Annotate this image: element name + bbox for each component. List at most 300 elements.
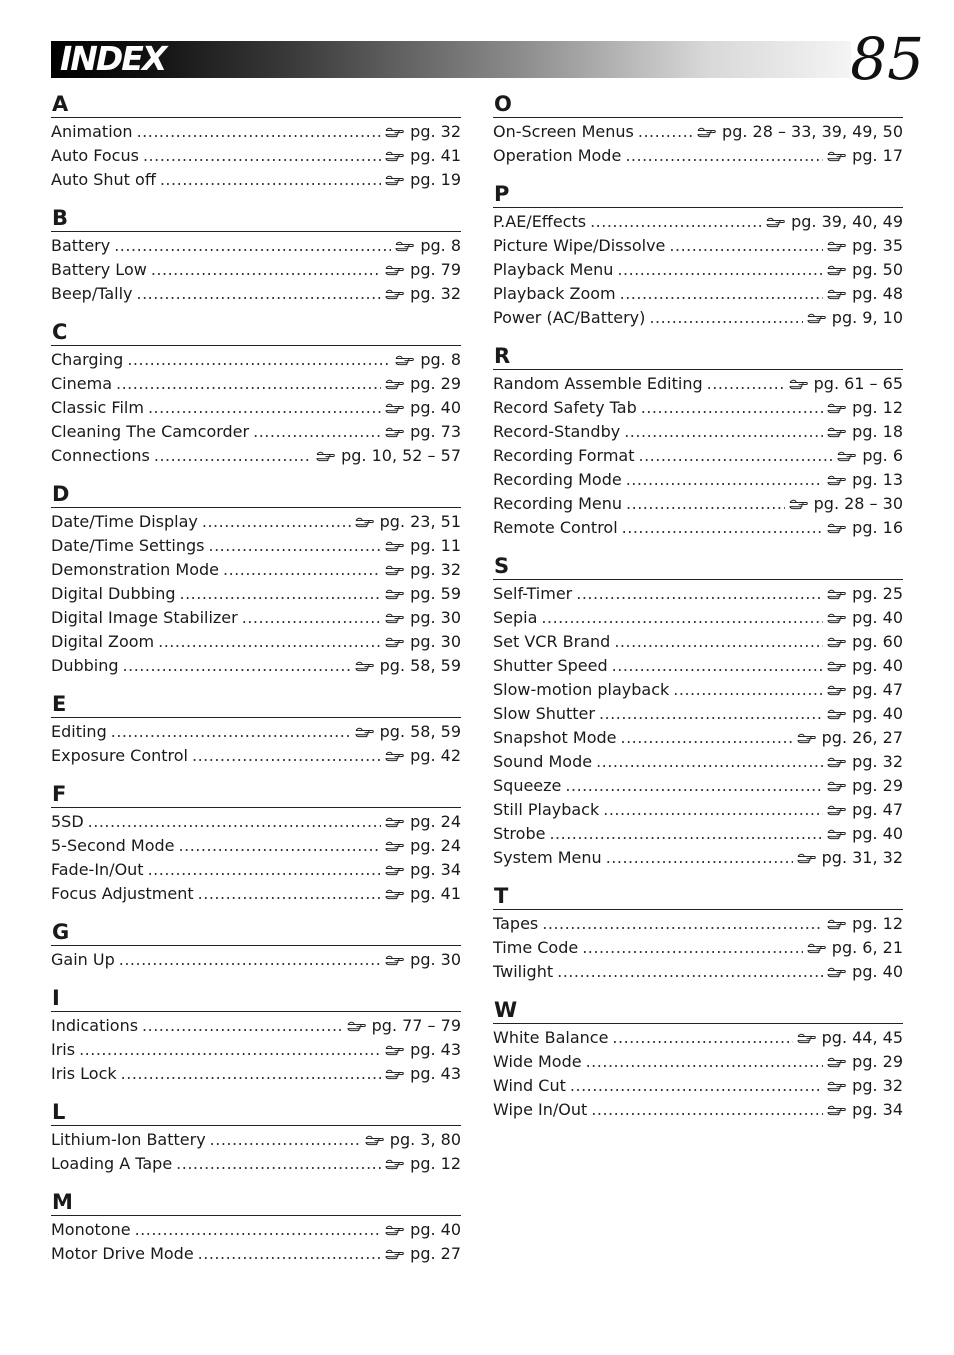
index-entry (493, 912, 903, 936)
entry-page-reference (797, 726, 903, 750)
page-reference-text: pg. 29 (410, 374, 461, 393)
dot-leader (622, 516, 824, 540)
entry-list (51, 1012, 461, 1086)
index-entry (493, 750, 903, 774)
pointing-hand-icon (827, 240, 846, 252)
index-entry (51, 1242, 461, 1266)
index-entry (493, 630, 903, 654)
pointing-hand-icon (697, 126, 716, 138)
pointing-hand-icon (385, 1044, 404, 1056)
dot-leader (596, 750, 823, 774)
index-entry (51, 396, 461, 420)
dot-leader (154, 444, 312, 468)
entry-page-reference (385, 1152, 461, 1176)
page-reference-text: pg. 28 – 33, 39, 49, 50 (722, 122, 903, 141)
dot-leader (707, 372, 785, 396)
dot-leader (586, 1050, 824, 1074)
dot-leader (599, 702, 823, 726)
page-reference-text: pg. 29 (852, 776, 903, 795)
pointing-hand-icon (385, 1248, 404, 1260)
index-entry (51, 810, 461, 834)
index-section-a (51, 93, 461, 192)
entry-term: 5-Second Mode (51, 836, 175, 855)
entry-page-reference (395, 234, 461, 258)
pointing-hand-icon (385, 150, 404, 162)
entry-list (493, 208, 903, 330)
index-entry (493, 234, 903, 258)
entry-term: Cinema (51, 374, 112, 393)
dot-leader (582, 936, 803, 960)
page-reference-text: pg. 32 (852, 752, 903, 771)
entry-page-reference (385, 882, 461, 906)
index-entry (493, 258, 903, 282)
entry-list (51, 1216, 461, 1266)
pointing-hand-icon (385, 840, 404, 852)
entry-term: Fade-In/Out (51, 860, 144, 879)
pointing-hand-icon (827, 828, 846, 840)
dot-leader (223, 558, 381, 582)
page-reference-text: pg. 32 (410, 284, 461, 303)
page-reference-text: pg. 23, 51 (379, 512, 461, 531)
index-section-t (493, 885, 903, 984)
page-reference-text: pg. 26, 27 (821, 728, 903, 747)
entry-page-reference (827, 396, 903, 420)
entry-term: Sound Mode (493, 752, 593, 771)
section-letter: C (51, 321, 461, 346)
index-entry (51, 948, 461, 972)
index-entry (51, 558, 461, 582)
section-letter: I (51, 987, 461, 1012)
index-entry (51, 348, 461, 372)
page-reference-text: pg. 50 (852, 260, 903, 279)
page-reference-text: pg. 32 (410, 560, 461, 579)
entry-term: Record-Standby (493, 422, 621, 441)
entry-term: Digital Dubbing (51, 584, 176, 603)
entry-term: Battery (51, 236, 111, 255)
entry-page-reference (355, 654, 461, 678)
entry-term: Iris Lock (51, 1064, 117, 1083)
entry-term: Strobe (493, 824, 546, 843)
dot-leader (137, 282, 382, 306)
entry-page-reference (385, 258, 461, 282)
index-section-b (51, 207, 461, 306)
index-entry (493, 846, 903, 870)
index-entry (51, 1152, 461, 1176)
entry-page-reference (797, 1026, 903, 1050)
dot-leader (565, 774, 823, 798)
index-entry (51, 1218, 461, 1242)
dot-leader (88, 810, 382, 834)
index-section-l (51, 1101, 461, 1176)
pointing-hand-icon (355, 726, 374, 738)
pointing-hand-icon (385, 1158, 404, 1170)
page-reference-text: pg. 11 (410, 536, 461, 555)
entry-page-reference (837, 444, 903, 468)
dot-leader (210, 1128, 361, 1152)
entry-term: Lithium-Ion Battery (51, 1130, 206, 1149)
dot-leader (570, 1074, 823, 1098)
index-entry (51, 1128, 461, 1152)
dot-leader (111, 720, 351, 744)
entry-page-reference (789, 492, 903, 516)
entry-term: Date/Time Settings (51, 536, 205, 555)
entry-page-reference (385, 948, 461, 972)
page-reference-text: pg. 73 (410, 422, 461, 441)
dot-leader (603, 798, 823, 822)
page-reference-text: pg. 79 (410, 260, 461, 279)
index-entry (51, 720, 461, 744)
pointing-hand-icon (395, 354, 414, 366)
page-reference-text: pg. 12 (852, 914, 903, 933)
entry-term: Playback Menu (493, 260, 614, 279)
page-reference-text: pg. 47 (852, 800, 903, 819)
dot-leader (121, 1062, 382, 1086)
page-reference-text: pg. 8 (420, 350, 461, 369)
pointing-hand-icon (385, 378, 404, 390)
dot-leader (202, 510, 351, 534)
index-entry (493, 936, 903, 960)
page-reference-text: pg. 30 (410, 608, 461, 627)
index-entry (51, 444, 461, 468)
dot-leader (557, 960, 823, 984)
dot-leader (625, 144, 823, 168)
index-section-r (493, 345, 903, 540)
entry-list (51, 808, 461, 906)
index-entry (493, 396, 903, 420)
page-reference-text: pg. 35 (852, 236, 903, 255)
pointing-hand-icon (827, 426, 846, 438)
dot-leader (242, 606, 381, 630)
index-entry (51, 630, 461, 654)
entry-page-reference (827, 654, 903, 678)
dot-leader (639, 444, 834, 468)
page-reference-text: pg. 3, 80 (389, 1130, 461, 1149)
entry-term: Digital Image Stabilizer (51, 608, 238, 627)
dot-leader (649, 306, 802, 330)
page-reference-text: pg. 6 (862, 446, 903, 465)
entry-page-reference (807, 306, 903, 330)
entry-page-reference (355, 510, 461, 534)
index-section-f (51, 783, 461, 906)
entry-page-reference (385, 606, 461, 630)
dot-leader (179, 834, 382, 858)
entry-page-reference (827, 606, 903, 630)
entry-term: Wipe In/Out (493, 1100, 588, 1119)
entry-term: Recording Menu (493, 494, 623, 513)
entry-page-reference (385, 1062, 461, 1086)
index-entry (493, 1026, 903, 1050)
index-entry (493, 282, 903, 306)
index-entry (51, 582, 461, 606)
entry-list (51, 718, 461, 768)
dot-leader (606, 846, 793, 870)
page-reference-text: pg. 44, 45 (821, 1028, 903, 1047)
index-entry (51, 144, 461, 168)
entry-term: Connections (51, 446, 150, 465)
index-section-s (493, 555, 903, 870)
dot-leader (669, 234, 823, 258)
page-reference-text: pg. 42 (410, 746, 461, 765)
pointing-hand-icon (385, 174, 404, 186)
page-reference-text: pg. 48 (852, 284, 903, 303)
pointing-hand-icon (797, 1032, 816, 1044)
dot-leader (127, 348, 391, 372)
index-entry (493, 798, 903, 822)
page-reference-text: pg. 18 (852, 422, 903, 441)
index-entry (493, 1098, 903, 1122)
page-reference-text: pg. 41 (410, 146, 461, 165)
pointing-hand-icon (827, 402, 846, 414)
index-entry (493, 444, 903, 468)
pointing-hand-icon (385, 954, 404, 966)
index-entry (493, 306, 903, 330)
entry-term: Squeeze (493, 776, 562, 795)
page-reference-text: pg. 40 (852, 608, 903, 627)
entry-page-reference (827, 1074, 903, 1098)
entry-page-reference (347, 1014, 461, 1038)
index-entry (493, 468, 903, 492)
entry-term: Loading A Tape (51, 1154, 173, 1173)
entry-term: Slow Shutter (493, 704, 595, 723)
entry-page-reference (789, 372, 903, 396)
page-reference-text: pg. 39, 40, 49 (791, 212, 903, 231)
pointing-hand-icon (355, 660, 374, 672)
index-entry (51, 258, 461, 282)
pointing-hand-icon (797, 852, 816, 864)
dot-leader (123, 654, 351, 678)
section-letter: F (51, 783, 461, 808)
dot-leader (626, 492, 785, 516)
page-reference-text: pg. 30 (410, 632, 461, 651)
entry-term: Charging (51, 350, 124, 369)
page-reference-text: pg. 47 (852, 680, 903, 699)
index-entry (493, 516, 903, 540)
entry-page-reference (827, 750, 903, 774)
entry-term: On-Screen Menus (493, 122, 634, 141)
pointing-hand-icon (385, 750, 404, 762)
page-reference-text: pg. 40 (410, 398, 461, 417)
entry-list (51, 946, 461, 972)
pointing-hand-icon (385, 1224, 404, 1236)
index-entry (51, 1014, 461, 1038)
page-reference-text: pg. 41 (410, 884, 461, 903)
entry-term: P.AE/Effects (493, 212, 587, 231)
index-entry (493, 960, 903, 984)
section-letter: S (493, 555, 903, 580)
page-reference-text: pg. 32 (410, 122, 461, 141)
section-letter: O (493, 93, 903, 118)
index-entry (493, 120, 903, 144)
index-section-d (51, 483, 461, 678)
page-reference-text: pg. 13 (852, 470, 903, 489)
index-entry (51, 1038, 461, 1062)
entry-term: Cleaning The Camcorder (51, 422, 250, 441)
section-letter: B (51, 207, 461, 232)
entry-list (51, 346, 461, 468)
entry-term: Editing (51, 722, 107, 741)
entry-page-reference (827, 702, 903, 726)
dot-leader (158, 630, 381, 654)
pointing-hand-icon (827, 804, 846, 816)
page-reference-text: pg. 25 (852, 584, 903, 603)
entry-page-reference (395, 348, 461, 372)
entry-term: Twilight (493, 962, 554, 981)
entry-page-reference (385, 120, 461, 144)
entry-term: Beep/Tally (51, 284, 133, 303)
entry-page-reference (316, 444, 461, 468)
index-entry (493, 678, 903, 702)
dot-leader (116, 372, 381, 396)
entry-page-reference (766, 210, 903, 234)
pointing-hand-icon (807, 942, 826, 954)
pointing-hand-icon (827, 636, 846, 648)
entry-page-reference (355, 720, 461, 744)
entry-page-reference (827, 468, 903, 492)
entry-term: Animation (51, 122, 133, 141)
index-entry (51, 168, 461, 192)
page-reference-text: pg. 16 (852, 518, 903, 537)
index-entry (51, 420, 461, 444)
pointing-hand-icon (365, 1134, 384, 1146)
dot-leader (135, 1218, 382, 1242)
index-column-right (493, 93, 903, 1137)
index-section-i (51, 987, 461, 1086)
dot-leader (541, 606, 823, 630)
entry-page-reference (827, 960, 903, 984)
entry-term: Shutter Speed (493, 656, 608, 675)
entry-page-reference (385, 834, 461, 858)
page-reference-text: pg. 34 (410, 860, 461, 879)
section-letter: A (51, 93, 461, 118)
entry-page-reference (385, 1218, 461, 1242)
page-reference-text: pg. 40 (852, 704, 903, 723)
entry-term: Self-Timer (493, 584, 573, 603)
pointing-hand-icon (385, 1068, 404, 1080)
page-reference-text: pg. 28 – 30 (813, 494, 903, 513)
entry-page-reference (385, 372, 461, 396)
entry-term: Monotone (51, 1220, 131, 1239)
pointing-hand-icon (789, 498, 808, 510)
entry-page-reference (385, 558, 461, 582)
entry-list (51, 508, 461, 678)
entry-page-reference (385, 858, 461, 882)
dot-leader (620, 726, 792, 750)
entry-list (51, 232, 461, 306)
dot-leader (590, 210, 762, 234)
page-reference-text: pg. 43 (410, 1040, 461, 1059)
page-reference-text: pg. 58, 59 (379, 656, 461, 675)
index-entry (493, 726, 903, 750)
page-reference-text: pg. 58, 59 (379, 722, 461, 741)
pointing-hand-icon (385, 402, 404, 414)
index-entry (493, 420, 903, 444)
dot-leader (176, 1152, 381, 1176)
pointing-hand-icon (827, 150, 846, 162)
dot-leader (137, 120, 382, 144)
dot-leader (114, 234, 391, 258)
index-entry (51, 120, 461, 144)
entry-term: Tapes (493, 914, 539, 933)
pointing-hand-icon (385, 564, 404, 576)
entry-term: System Menu (493, 848, 602, 867)
dot-leader (612, 654, 824, 678)
page-reference-text: pg. 34 (852, 1100, 903, 1119)
pointing-hand-icon (827, 918, 846, 930)
pointing-hand-icon (385, 540, 404, 552)
dot-leader (180, 582, 382, 606)
dot-leader (614, 630, 823, 654)
entry-page-reference (385, 1242, 461, 1266)
section-letter: P (493, 183, 903, 208)
page-reference-text: pg. 30 (410, 950, 461, 969)
page-reference-text: pg. 24 (410, 836, 461, 855)
entry-term: Auto Shut off (51, 170, 156, 189)
entry-term: Iris (51, 1040, 76, 1059)
section-letter: W (493, 999, 903, 1024)
dot-leader (160, 168, 381, 192)
entry-page-reference (827, 678, 903, 702)
entry-page-reference (827, 144, 903, 168)
index-section-p (493, 183, 903, 330)
page-reference-text: pg. 27 (410, 1244, 461, 1263)
entry-page-reference (385, 534, 461, 558)
section-letter: R (493, 345, 903, 370)
pointing-hand-icon (385, 636, 404, 648)
index-entry (51, 282, 461, 306)
pointing-hand-icon (827, 1080, 846, 1092)
pointing-hand-icon (827, 966, 846, 978)
pointing-hand-icon (395, 240, 414, 252)
entry-page-reference (827, 798, 903, 822)
entry-term: Dubbing (51, 656, 119, 675)
pointing-hand-icon (827, 612, 846, 624)
index-entry (493, 654, 903, 678)
section-letter: G (51, 921, 461, 946)
entry-term: Sepia (493, 608, 538, 627)
index-entry (51, 372, 461, 396)
index-entry (493, 1050, 903, 1074)
entry-page-reference (827, 1098, 903, 1122)
pointing-hand-icon (827, 474, 846, 486)
pointing-hand-icon (827, 660, 846, 672)
entry-term: Set VCR Brand (493, 632, 611, 651)
entry-page-reference (807, 936, 903, 960)
page-reference-text: pg. 24 (410, 812, 461, 831)
entry-term: 5SD (51, 812, 84, 831)
entry-page-reference (385, 810, 461, 834)
index-entry (51, 606, 461, 630)
entry-term: Recording Format (493, 446, 635, 465)
entry-term: Gain Up (51, 950, 115, 969)
entry-page-reference (365, 1128, 461, 1152)
pointing-hand-icon (316, 450, 335, 462)
index-entry (493, 606, 903, 630)
dot-leader (148, 396, 381, 420)
index-entry (51, 1062, 461, 1086)
page-reference-text: pg. 12 (852, 398, 903, 417)
entry-term: Still Playback (493, 800, 600, 819)
pointing-hand-icon (355, 516, 374, 528)
pointing-hand-icon (385, 126, 404, 138)
entry-page-reference (827, 912, 903, 936)
section-letter: E (51, 693, 461, 718)
entry-page-reference (827, 516, 903, 540)
entry-term: White Balance (493, 1028, 609, 1047)
entry-list (493, 370, 903, 540)
dot-leader (151, 258, 381, 282)
page-reference-text: pg. 60 (852, 632, 903, 651)
page-reference-text: pg. 17 (852, 146, 903, 165)
